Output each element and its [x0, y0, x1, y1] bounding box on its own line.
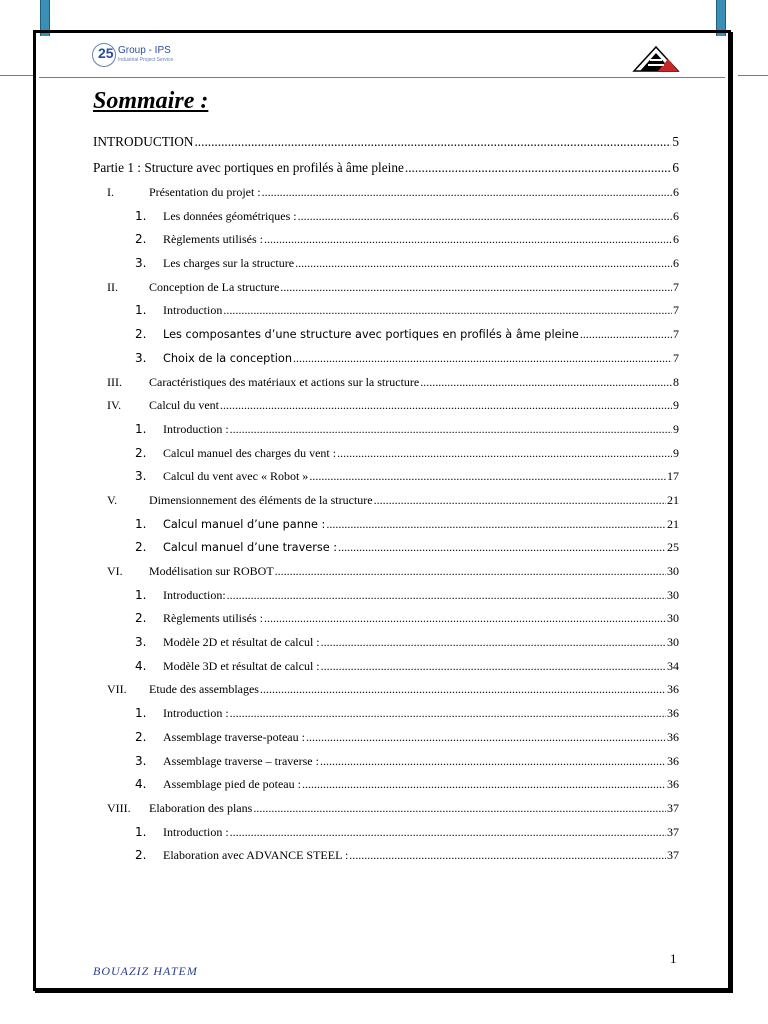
toc-entry-number: 3. — [135, 256, 147, 271]
toc-entry-page: 8 — [673, 374, 679, 389]
toc-entry[interactable] — [93, 371, 679, 395]
toc-entry-label: INTRODUCTION — [93, 134, 194, 149]
toc-dot-leader — [309, 465, 666, 489]
toc-entry-number: 3. — [135, 350, 147, 365]
toc-entry[interactable] — [93, 276, 679, 300]
company-emblem-icon — [632, 45, 680, 73]
logo-name: Group - IPS — [118, 45, 171, 56]
toc-entry-number: 4. — [135, 658, 147, 673]
toc-entry-label: Modèle 3D et résultat de calcul : — [163, 658, 320, 673]
toc-dot-leader — [326, 513, 666, 537]
toc-entry-page: 7 — [673, 327, 679, 342]
toc-dot-leader — [223, 299, 672, 323]
toc-entry[interactable] — [93, 347, 679, 371]
toc-entry[interactable] — [93, 442, 679, 466]
toc-entry-page: 7 — [673, 303, 679, 318]
toc-entry-page: 9 — [673, 445, 679, 460]
toc-entry-number: 1. — [135, 303, 147, 318]
toc-dot-leader — [420, 371, 672, 395]
toc-entry-page: 21 — [667, 492, 679, 507]
logo-number: 25 — [98, 45, 114, 61]
toc-entry-number: 1. — [135, 208, 147, 223]
toc-entry-page: 36 — [667, 753, 679, 768]
toc-entry-label: Caractéristiques des matériaux et actions sur la structure — [149, 374, 420, 389]
toc-dot-leader — [264, 228, 672, 252]
toc-entry-page: 7 — [673, 350, 679, 365]
toc-entry-page: 21 — [667, 516, 679, 531]
toc-entry-number: 3. — [135, 469, 147, 484]
toc-entry-page: 36 — [667, 682, 679, 697]
toc-dot-leader — [230, 821, 666, 845]
toc-entry-page: 34 — [667, 658, 679, 673]
toc-dot-leader — [320, 750, 666, 774]
toc-entry-number: 1. — [135, 824, 147, 839]
toc-dot-leader — [295, 252, 672, 276]
toc-entry-number: 1. — [135, 706, 147, 721]
toc-entry[interactable] — [93, 655, 679, 679]
toc-entry-number: IV. — [107, 398, 122, 413]
toc-entry-number: VIII. — [107, 800, 131, 815]
toc-entry[interactable] — [93, 513, 679, 537]
toc-entry-page: 36 — [667, 706, 679, 721]
toc-entry[interactable] — [93, 465, 679, 489]
header-rule-left — [0, 75, 36, 76]
toc-entry-label: Les charges sur la structure — [163, 256, 295, 271]
toc-dot-leader — [262, 181, 672, 205]
toc-entry-label: Calcul du vent avec « Robot » — [163, 469, 309, 484]
toc-entry-page: 17 — [667, 469, 679, 484]
toc-entry-page: 6 — [673, 208, 679, 223]
toc-entry-number: 4. — [135, 777, 147, 792]
toc-entry-page: 37 — [667, 848, 679, 863]
toc-entry-page: 30 — [667, 611, 679, 626]
toc-dot-leader — [220, 394, 672, 418]
toc-entry[interactable] — [93, 323, 679, 347]
toc-entry-number: VII. — [107, 682, 127, 697]
toc-dot-leader — [260, 678, 666, 702]
toc-dot-leader — [280, 276, 672, 300]
toc-dot-leader — [230, 418, 672, 442]
toc-entry-page: 30 — [667, 635, 679, 650]
table-of-contents — [93, 129, 679, 868]
toc-dot-leader — [405, 155, 671, 181]
toc-entry[interactable] — [93, 702, 679, 726]
toc-entry-page: 30 — [667, 587, 679, 602]
toc-dot-leader — [337, 442, 672, 466]
toc-entry-number: 3. — [135, 753, 147, 768]
toc-entry-label: Les composantes d’une structure avec portiques en profilés à âme pleine — [163, 328, 579, 342]
toc-entry[interactable] — [93, 536, 679, 560]
toc-entry-number: II. — [107, 279, 118, 294]
toc-entry[interactable] — [93, 299, 679, 323]
toc-entry-label: Introduction : — [163, 824, 229, 839]
toc-entry-number: 2. — [135, 611, 147, 626]
toc-entry-number: 2. — [135, 445, 147, 460]
toc-entry-label: Modélisation sur ROBOT — [149, 564, 274, 578]
toc-dot-leader — [298, 205, 672, 229]
toc-dot-leader — [349, 844, 666, 868]
toc-entry-label: Calcul manuel d’une panne : — [163, 517, 326, 531]
toc-entry-number: 1. — [135, 587, 147, 602]
toc-entry-label: Présentation du projet : — [149, 185, 261, 199]
toc-entry-number: III. — [107, 374, 122, 389]
toc-entry-label: Assemblage pied de poteau : — [163, 777, 301, 792]
page-number: 1 — [670, 951, 677, 966]
page-frame — [33, 30, 731, 991]
toc-entry-label: Etude des assemblages — [149, 682, 259, 697]
toc-entry-page: 25 — [667, 540, 679, 555]
toc-entry-number: 3. — [135, 635, 147, 650]
toc-entry[interactable] — [93, 181, 679, 205]
toc-entry[interactable] — [93, 750, 679, 774]
toc-entry[interactable] — [93, 797, 679, 821]
toc-entry-label: Elaboration avec ADVANCE STEEL : — [163, 848, 349, 863]
toc-dot-leader — [275, 560, 666, 584]
toc-entry-page: 36 — [667, 777, 679, 792]
toc-entry-label: Règlements utilisés : — [163, 611, 263, 626]
toc-entry[interactable] — [93, 205, 679, 229]
toc-entry-page: 36 — [667, 729, 679, 744]
toc-dot-leader — [253, 797, 666, 821]
toc-dot-leader — [338, 536, 666, 560]
toc-dot-leader — [194, 129, 671, 155]
toc-entry-page: 9 — [673, 398, 679, 413]
toc-entry-label: Calcul manuel des charges du vent : — [163, 445, 337, 460]
toc-dot-leader — [306, 726, 666, 750]
toc-entry[interactable] — [93, 631, 679, 655]
toc-dot-leader — [580, 323, 672, 347]
toc-entry-number: 2. — [135, 232, 147, 247]
toc-entry[interactable] — [93, 560, 679, 584]
toc-dot-leader — [227, 584, 666, 608]
toc-entry-page: 6 — [672, 160, 679, 175]
toc-entry-label: Introduction : — [163, 421, 229, 436]
toc-entry[interactable] — [93, 726, 679, 750]
toc-entry[interactable] — [93, 584, 679, 608]
toc-entry-label: Calcul manuel d’une traverse : — [163, 541, 338, 555]
toc-dot-leader — [321, 631, 666, 655]
toc-dot-leader — [293, 347, 672, 371]
toc-entry[interactable] — [93, 821, 679, 845]
page-title: Sommaire : — [93, 88, 209, 114]
toc-entry[interactable] — [93, 394, 679, 418]
toc-entry-label: Assemblage traverse – traverse : — [163, 753, 319, 768]
toc-entry[interactable] — [93, 228, 679, 252]
toc-entry-number: I. — [107, 185, 114, 199]
toc-entry-label: Règlements utilisés : — [163, 232, 263, 247]
toc-entry[interactable] — [93, 129, 679, 155]
toc-dot-leader — [374, 489, 666, 513]
toc-entry-number: V. — [107, 492, 118, 507]
toc-entry[interactable] — [93, 773, 679, 797]
toc-dot-leader — [264, 607, 666, 631]
toc-entry-number: 2. — [135, 729, 147, 744]
toc-entry[interactable] — [93, 252, 679, 276]
toc-entry-page: 5 — [672, 134, 679, 149]
toc-entry-page: 6 — [673, 232, 679, 247]
toc-entry-page: 6 — [673, 256, 679, 271]
toc-entry-page: 37 — [667, 800, 679, 815]
toc-entry[interactable] — [93, 607, 679, 631]
footer-author: BOUAZIZ HATEM — [93, 964, 198, 978]
toc-dot-leader — [321, 655, 666, 679]
toc-entry-label: Calcul du vent — [149, 398, 219, 413]
toc-entry[interactable] — [93, 489, 679, 513]
toc-entry[interactable] — [93, 155, 679, 181]
toc-entry-number: 2. — [135, 848, 147, 863]
toc-entry-label: Modèle 2D et résultat de calcul : — [163, 635, 320, 650]
toc-entry-page: 30 — [667, 564, 679, 578]
toc-entry-label: Dimensionnement des éléments de la structure — [149, 492, 373, 507]
group-ips-logo — [92, 43, 212, 69]
toc-dot-leader — [302, 773, 666, 797]
toc-entry-label: Introduction: — [163, 587, 226, 602]
toc-entry-number: 1. — [135, 421, 147, 436]
toc-dot-leader — [230, 702, 666, 726]
toc-entry-page: 7 — [673, 279, 679, 294]
toc-entry-label: Choix de la conception — [163, 351, 292, 365]
toc-entry-number: 1. — [135, 516, 147, 531]
toc-entry-label: Elaboration des plans — [149, 800, 253, 815]
toc-entry-page: 6 — [673, 185, 679, 199]
toc-entry-number: 2. — [135, 327, 147, 342]
toc-entry-page: 37 — [667, 824, 679, 839]
toc-entry[interactable] — [93, 678, 679, 702]
header-divider — [39, 77, 725, 78]
toc-entry-page: 9 — [673, 421, 679, 436]
toc-entry[interactable] — [93, 418, 679, 442]
logo-subtitle: Industrial Project Service — [118, 57, 174, 63]
toc-entry-label: Introduction — [163, 303, 223, 318]
toc-entry-number: VI. — [107, 564, 123, 578]
toc-entry-label: Assemblage traverse-poteau : — [163, 729, 305, 744]
toc-entry-label: Partie 1 : Structure avec portiques en profilés à âme pleine — [93, 160, 404, 175]
toc-entry-number: 2. — [135, 540, 147, 555]
toc-entry-label: Conception de La structure — [149, 279, 280, 294]
toc-entry-label: Les données géométriques : — [163, 208, 297, 223]
toc-entry-label: Introduction : — [163, 706, 229, 721]
toc-entry[interactable] — [93, 844, 679, 868]
header-rule-right — [738, 75, 768, 76]
